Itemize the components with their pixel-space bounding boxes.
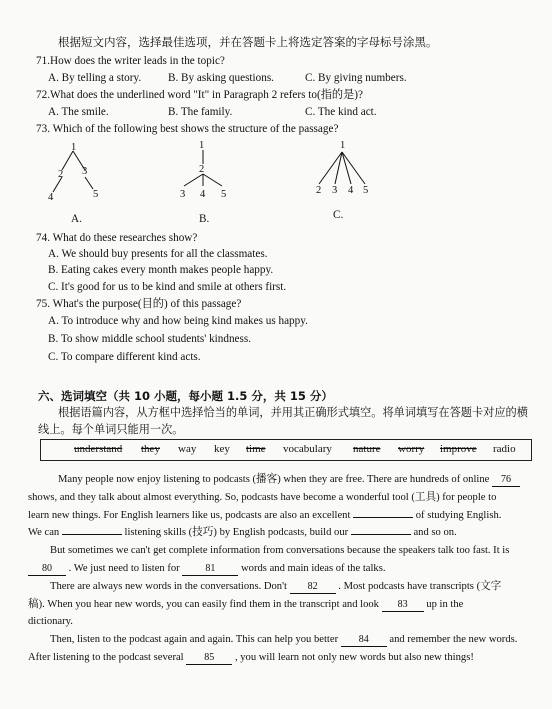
passage-text: of studying English. [415,510,502,521]
q73-stem: 73. Which of the following best shows the structure of the passage? [36,123,339,135]
blank-82: 82 [290,581,336,594]
q75-option-b: B. To show middle school students' kindness. [48,333,252,345]
word-bank-item: key [214,443,230,455]
passage-text: . Most podcasts have transcripts (文字 [338,581,502,592]
passage-text: Then, listen to the podcast again and again. This can help you better [50,634,339,645]
diagram-b-node-2: 2 [199,164,205,175]
reading-instruction: 根据短文内容，选择最佳选项，并在答题卡上将选定答案的字母标号涂黑。 [58,37,438,49]
diagram-c-node-3: 3 [332,185,338,196]
word-bank-item: improve [440,443,477,455]
passage-text: We can [28,527,60,538]
passage-text: 稿). When you hear new words, you can easily find them in the transcript and look [28,599,379,610]
passage-text: . We just need to listen for [68,563,180,574]
passage-text: There are always new words in the conversations. Don't [50,581,287,592]
diagram-a-node-1: 1 [71,142,77,153]
word-bank-item: radio [493,443,516,455]
word-bank-item: way [178,443,197,455]
q71-option-a: A. By telling a story. [48,72,142,84]
q75-option-c: C. To compare different kind acts. [48,351,201,363]
q74-option-c: C. It's good for us to be kind and smile at others first. [48,281,287,293]
section6-instruction-line1: 根据语篇内容，从方框中选择恰当的单词，并用其正确形式填空。将单词填写在答题卡对应的横 [58,407,528,419]
diagram-c-node-1: 1 [340,140,346,151]
passage-text: learn new things. For English learners like us, podcasts are also an excellent [28,510,351,521]
diagram-c-node-2: 2 [316,185,322,196]
word-bank-item: time [246,443,266,455]
word-bank-item: understand [74,443,123,455]
q72-option-c: C. The kind act. [305,106,377,118]
q71-option-b: B. By asking questions. [168,72,274,84]
q73-option-a: A. [71,213,82,225]
word-bank-item: worry [398,443,425,455]
q74-option-a: A. We should buy presents for all the classmates. [48,248,268,260]
q75-option-a: A. To introduce why and how being kind makes us happy. [48,315,308,327]
q73-option-b: B. [199,213,210,225]
passage-line [50,633,517,647]
diagram-b-node-4: 4 [200,189,206,200]
blank-84: 84 [341,634,387,647]
q72-option-a: A. The smile. [48,106,109,118]
blank-78 [62,534,122,535]
passage-line [28,562,386,576]
diagram-c-node-4: 4 [348,185,354,196]
blank-83: 83 [382,599,424,612]
diagram-a-node-3: 3 [82,166,88,177]
diagram-b-node-3: 3 [180,189,186,200]
passage-line: But sometimes we can't get complete information from conversations because the speakers talk too fast. It is [50,545,510,556]
diagram-b-node-1: 1 [199,140,205,151]
passage-line [58,473,520,487]
passage-text: , you will learn not only new words but also new things! [234,652,474,663]
passage-line [50,580,501,594]
passage-line [28,526,457,540]
q71-stem: 71.How does the writer leads in the topic? [36,55,225,67]
passage-text: and remember the new words. [389,634,518,645]
q71-option-c: C. By giving numbers. [305,72,407,84]
diagram-a-node-4: 4 [48,192,54,203]
q73-option-c: C. [333,209,344,221]
blank-77 [353,517,413,518]
diagram-a-node-2: 2 [58,169,64,180]
passage-line: shows, and they talk about almost everything. So, podcasts have become a wonderful tool (工具) for people to [28,492,497,503]
passage-line: dictionary. [28,616,73,627]
blank-79 [351,534,411,535]
diagram-a-node-5: 5 [93,189,99,200]
blank-81: 81 [182,563,238,576]
q74-stem: 74. What do these researches show? [36,232,198,244]
passage-text: listening skills (技巧) by English podcasts, build our [124,527,349,538]
section6-instruction-line2: 线上。每个单词只能用一次。 [38,424,184,436]
q74-option-b: B. Eating cakes every month makes people happy. [48,264,274,276]
passage-text: words and main ideas of the talks. [241,563,386,574]
passage-line [28,598,463,612]
passage-text: and so on. [413,527,457,538]
passage-text: After listening to the podcast several [28,652,184,663]
blank-85: 85 [186,652,232,665]
passage-line [28,509,501,523]
q72-stem: 72.What does the underlined word "It" in Paragraph 2 refers to(指的是)? [36,89,363,101]
word-bank-item: nature [353,443,381,455]
section6-title: 六、选词填空（共 10 小题，每小题 1.5 分，共 15 分） [38,389,333,403]
passage-text: Many people now enjoy listening to podcasts (播客) when they are free. There are hundreds of online [58,474,490,485]
word-bank-item: they [141,443,160,455]
diagram-c-node-5: 5 [363,185,369,196]
diagram-b-node-5: 5 [221,189,227,200]
passage-text: up in the [426,599,464,610]
word-bank-box [40,439,532,461]
word-bank-item: vocabulary [283,443,332,455]
blank-80: 80 [28,563,66,576]
passage-line [28,651,474,665]
q75-stem: 75. What's the purpose(目的) of this passage? [36,298,242,310]
blank-76: 76 [492,474,520,487]
q72-option-b: B. The family. [168,106,233,118]
